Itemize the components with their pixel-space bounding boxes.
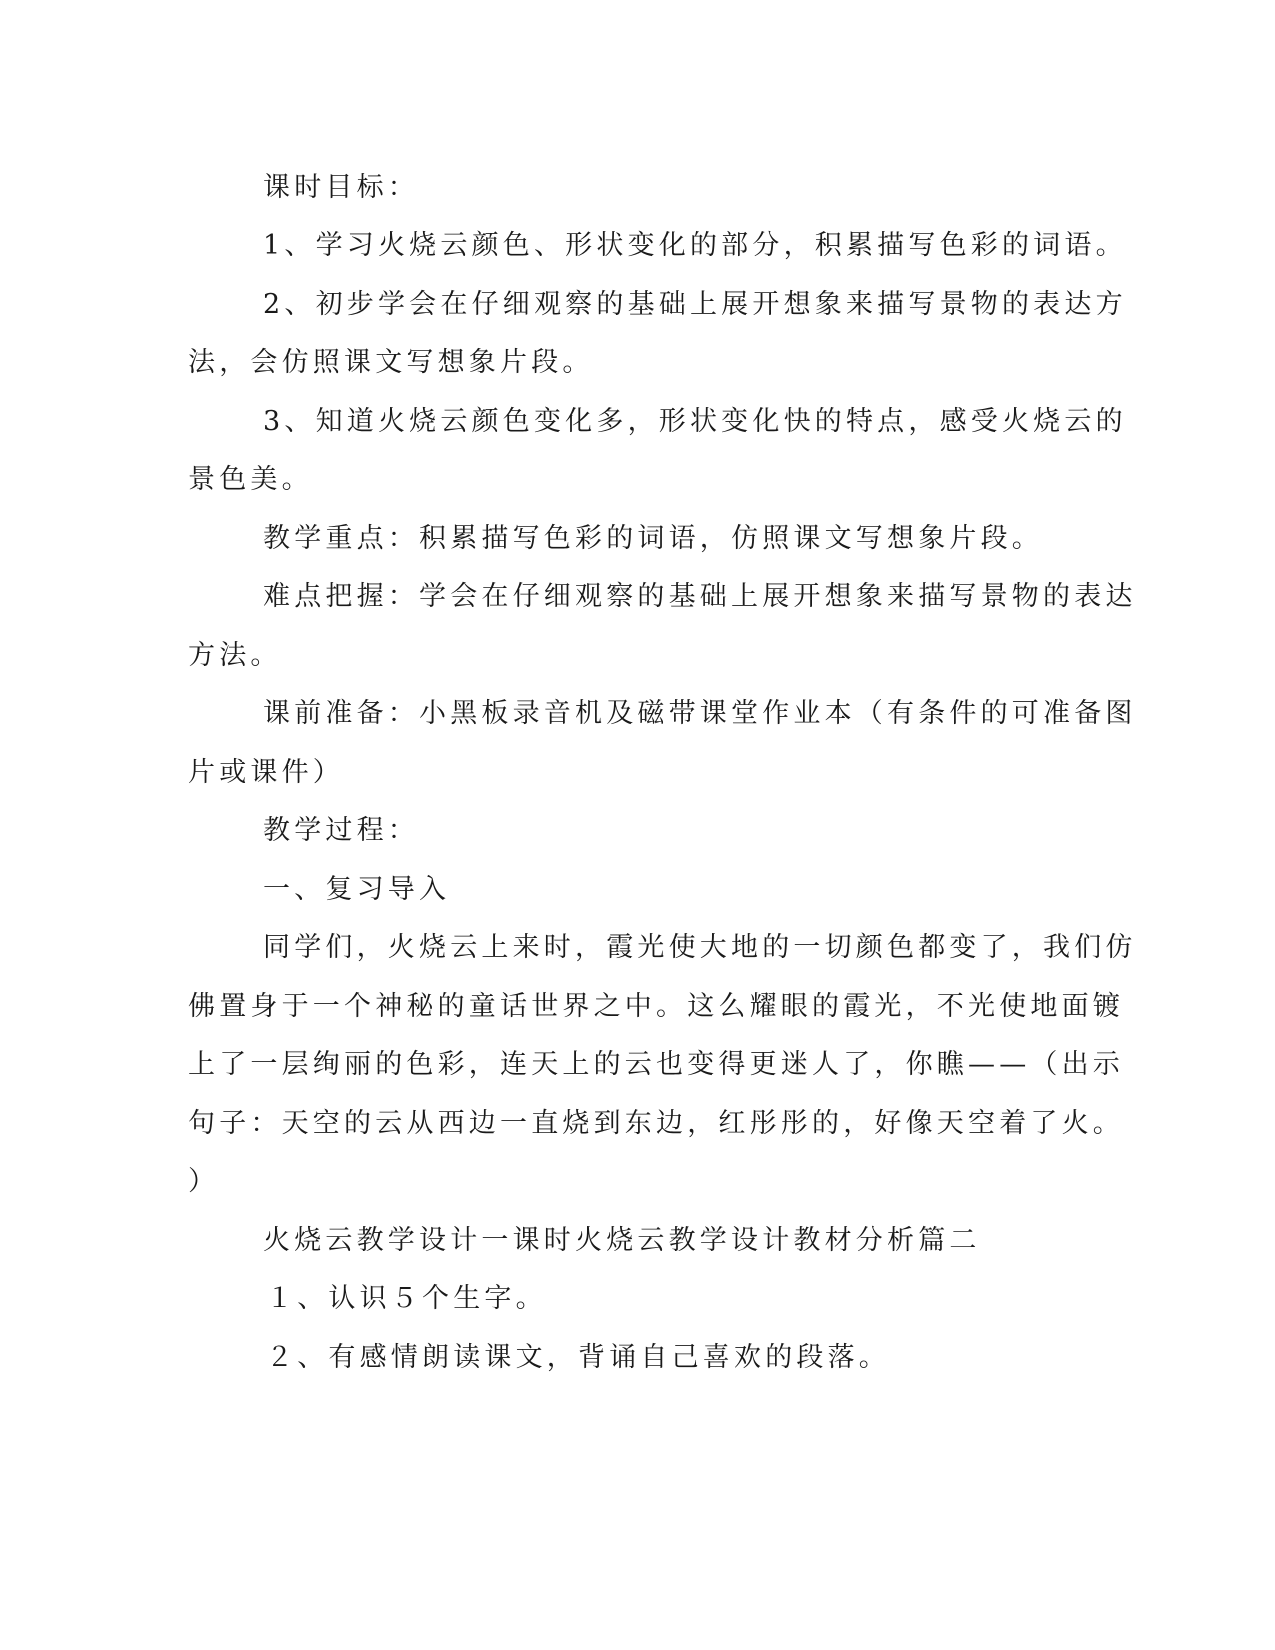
preparation-line-2: 片或课件） — [188, 757, 344, 788]
preparation-line-1: 课前准备：小黑板录音机及磁带课堂作业本（有条件的可准备图 — [263, 698, 1137, 729]
paragraph-line-3: 上了一层绚丽的色彩，连天上的云也变得更迷人了，你瞧——（出示 — [188, 1049, 1124, 1080]
teaching-focus: 教学重点：积累描写色彩的词语，仿照课文写想象片段。 — [263, 523, 1043, 554]
section-heading-objectives: 课时目标： — [263, 172, 419, 203]
objective-2-line-1: 2、初步学会在仔细观察的基础上展开想象来描写景物的表达方 — [263, 289, 1127, 320]
paragraph-line-2: 佛置身于一个神秘的童话世界之中。这么耀眼的霞光，不光使地面镀 — [188, 991, 1124, 1022]
paragraph-line-5: ） — [188, 1166, 220, 1197]
goal-2: ２、有感情朗读课文，背诵自己喜欢的段落。 — [266, 1342, 890, 1373]
difficulty-line-2: 方法。 — [188, 640, 282, 671]
step-heading-review: 一、复习导入 — [263, 874, 451, 905]
objective-3-line-2: 景色美。 — [188, 464, 313, 495]
objective-1: 1、学习火烧云颜色、形状变化的部分，积累描写色彩的词语。 — [263, 230, 1127, 261]
paragraph-line-1: 同学们，火烧云上来时，霞光使大地的一切颜色都变了，我们仿 — [263, 932, 1137, 963]
objective-2-line-2: 法，会仿照课文写想象片段。 — [188, 347, 594, 378]
paragraph-line-4: 句子：天空的云从西边一直烧到东边，红彤彤的，好像天空着了火。 — [188, 1108, 1124, 1139]
objective-3-line-1: 3、知道火烧云颜色变化多，形状变化快的特点，感受火烧云的 — [263, 406, 1127, 437]
section-heading-process: 教学过程： — [263, 815, 419, 846]
section-title-part-two: 火烧云教学设计一课时火烧云教学设计教材分析篇二 — [263, 1225, 981, 1256]
goal-1: １、认识５个生字。 — [266, 1283, 547, 1314]
difficulty-line-1: 难点把握：学会在仔细观察的基础上展开想象来描写景物的表达 — [263, 581, 1137, 612]
